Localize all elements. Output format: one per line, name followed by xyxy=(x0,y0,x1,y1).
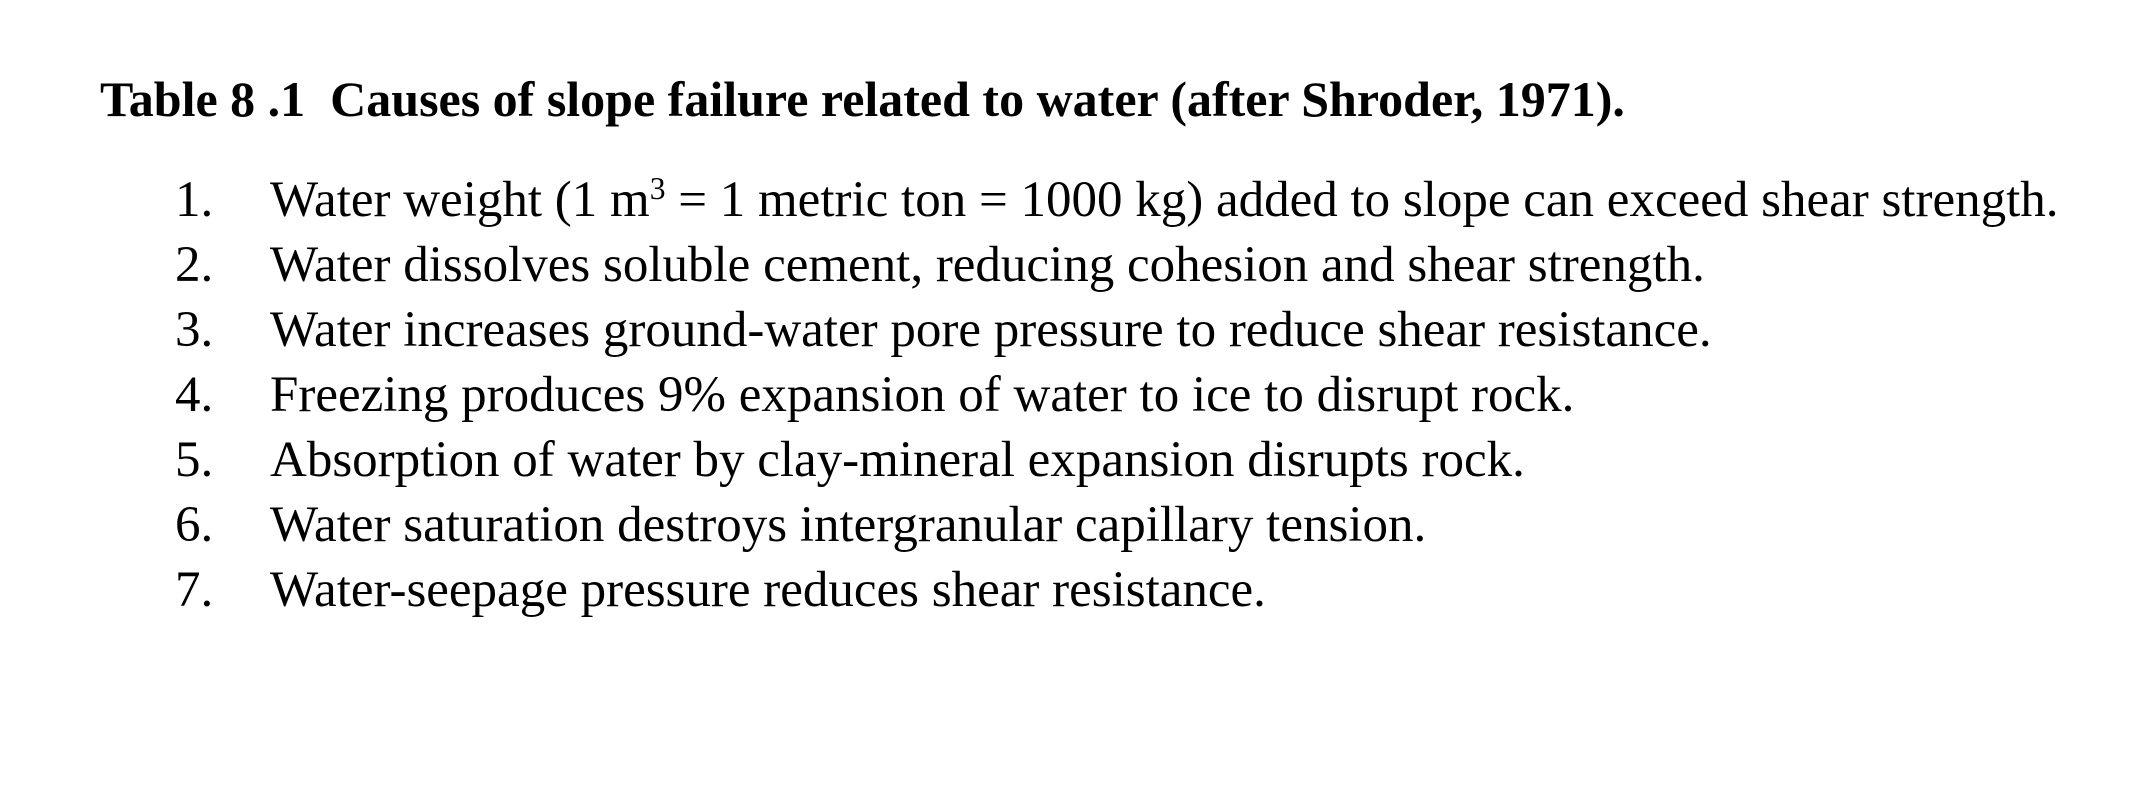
list-item xyxy=(175,298,2059,363)
list-item-text: Freezing produces 9% expansion of water to ice to disrupt rock. xyxy=(270,367,1575,423)
list-item-number: 2. xyxy=(175,237,214,293)
list-item-number: 3. xyxy=(175,302,214,358)
list-item-text-post: = 1 metric ton = 1000 kg) added to slope can exceed shear strength. xyxy=(665,172,2059,228)
numbered-list xyxy=(175,168,2059,623)
list-item-text: Water dissolves soluble cement, reducing cohesion and shear strength. xyxy=(270,237,1705,293)
table-caption: Table 8 .1 Causes of slope failure related to water (after Shroder, 1971). xyxy=(100,71,1625,127)
list-item xyxy=(175,558,2059,623)
list-item-number: 5. xyxy=(175,432,214,488)
list-item-text: Water saturation destroys intergranular capillary tension. xyxy=(270,497,1427,553)
list-item-text: Absorption of water by clay-mineral expansion disrupts rock. xyxy=(270,432,1525,488)
list-item xyxy=(175,428,2059,493)
list-item-number: 6. xyxy=(175,497,214,553)
list-item-text: Water-seepage pressure reduces shear resistance. xyxy=(270,562,1266,618)
list-item xyxy=(175,493,2059,558)
list-item-text xyxy=(270,168,2059,233)
list-item-number: 1. xyxy=(175,172,214,228)
list-item xyxy=(175,363,2059,428)
superscript-exponent: 3 xyxy=(649,170,666,206)
list-item-number: 4. xyxy=(175,367,214,423)
list-item xyxy=(175,168,2059,233)
list-item-number: 7. xyxy=(175,562,214,618)
list-item-text-pre: Water weight (1 m xyxy=(270,172,650,228)
list-item xyxy=(175,233,2059,298)
list-item-text: Water increases ground-water pore pressure to reduce shear resistance. xyxy=(270,302,1712,358)
